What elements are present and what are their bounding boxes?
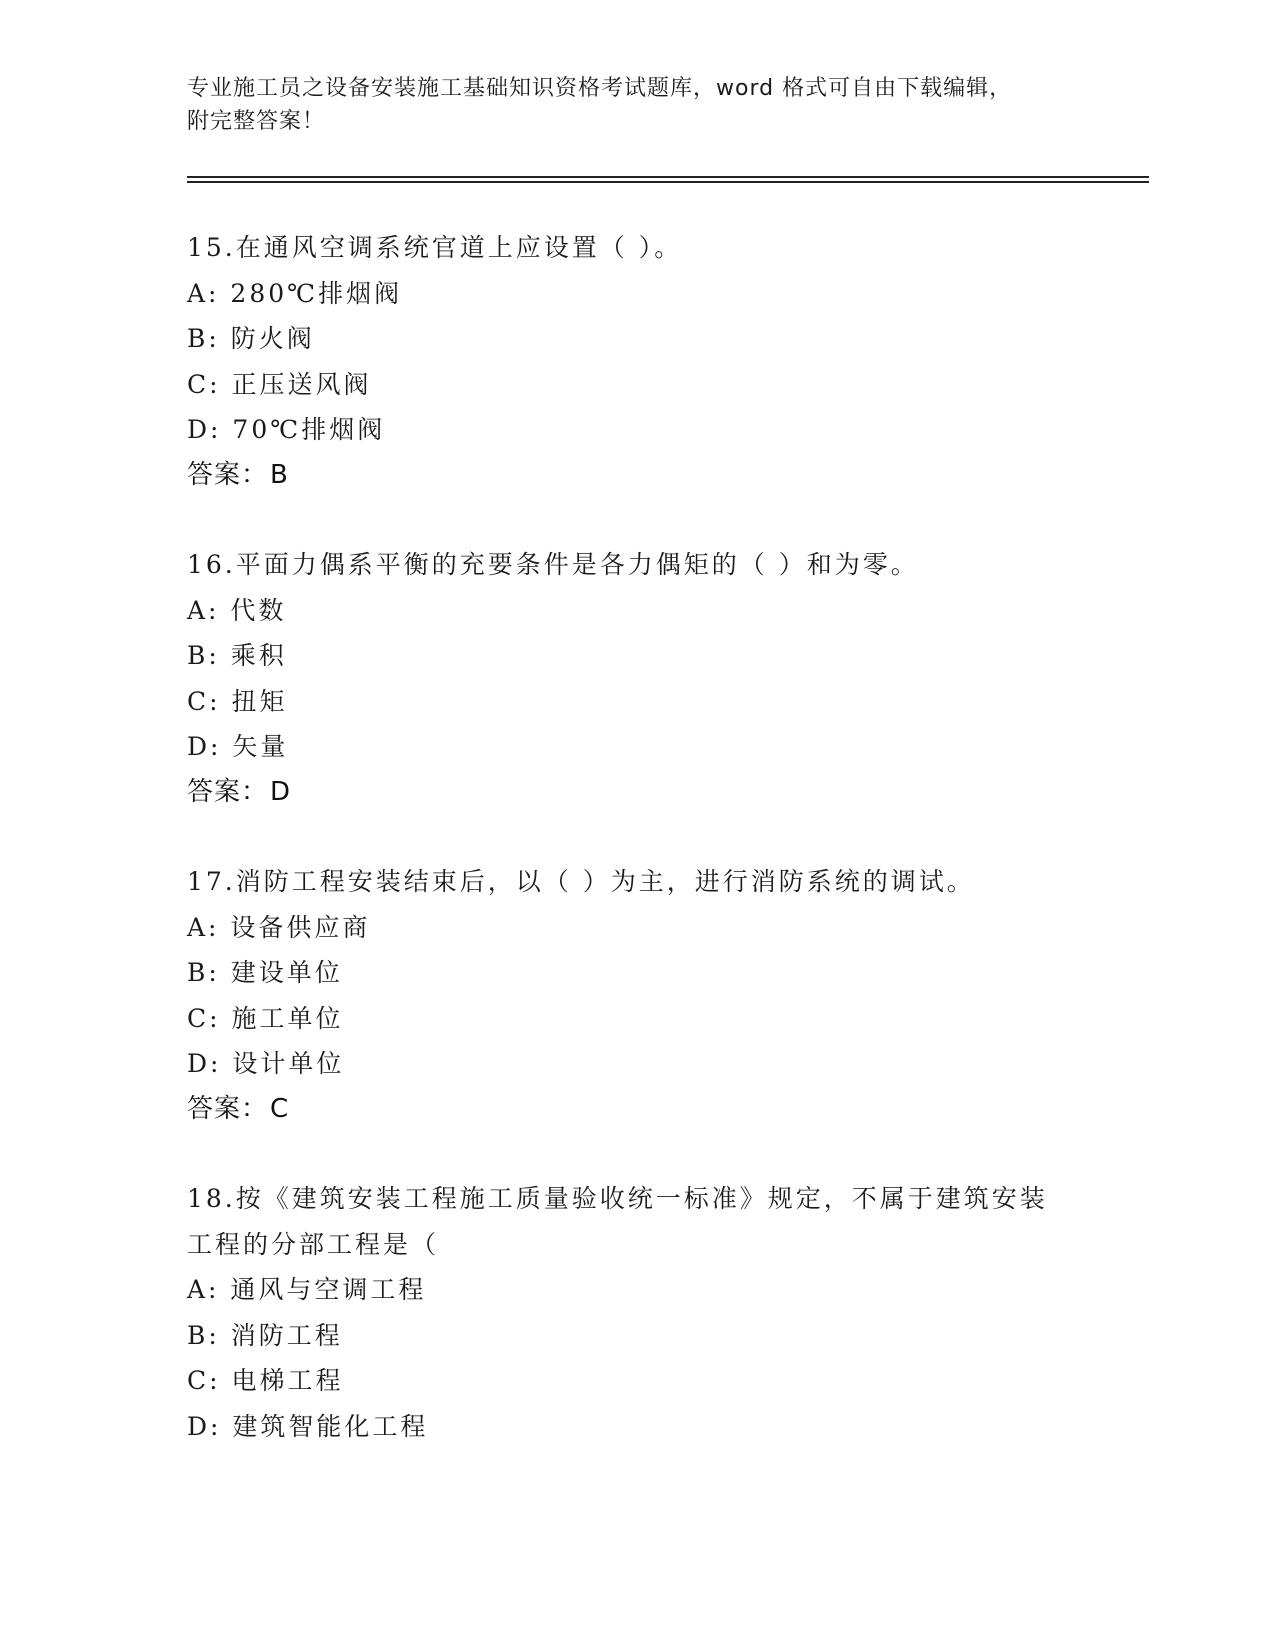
option-d: D: 设计单位	[187, 1049, 345, 1078]
option-b: B: 消防工程	[187, 1320, 343, 1350]
question-16	[187, 542, 1087, 815]
question-15	[187, 225, 1087, 498]
question-17	[187, 859, 1087, 1132]
answer-label: 答案：	[187, 776, 269, 807]
option-b: B: 防火阀	[187, 324, 315, 353]
header-line-2: 附完整答案！	[187, 109, 326, 134]
answer-label: 答案：	[187, 459, 269, 490]
header-divider-top	[187, 176, 1149, 178]
option-d: D: 建筑智能化工程	[187, 1411, 429, 1441]
answer-line	[187, 1087, 1087, 1133]
option-c: C: 正压送风阀	[187, 369, 372, 399]
answer-value: B	[270, 459, 289, 490]
option-d: D: 70℃排烟阀	[187, 415, 386, 444]
option-c: C: 扭矩	[187, 686, 288, 716]
question-text-continued: 工程的分部工程是（	[187, 1229, 440, 1259]
question-text: 18.按《建筑安装工程施工质量验收统一标准》规定，不属于建筑安装	[187, 1184, 1048, 1213]
header-divider-bottom	[187, 181, 1149, 183]
question-18	[187, 1176, 1087, 1449]
option-a: A: 设备供应商	[187, 912, 371, 942]
answer-value: C	[270, 1093, 290, 1124]
option-d: D: 矢量	[187, 732, 289, 761]
option-c: C: 施工单位	[187, 1003, 344, 1033]
option-b: B: 乘积	[187, 641, 287, 670]
answer-line	[187, 453, 1087, 499]
option-b: B: 建设单位	[187, 958, 343, 987]
question-text: 15.在通风空调系统官道上应设置（ ）。	[187, 233, 683, 262]
question-text: 17.消防工程安装结束后，以（ ）为主，进行消防系统的调试。	[187, 867, 975, 896]
document-header	[187, 72, 1087, 138]
question-text: 16.平面力偶系平衡的充要条件是各力偶矩的（ ）和为零。	[187, 550, 919, 579]
option-a: A: 280℃排烟阀	[187, 278, 403, 308]
answer-value: D	[270, 776, 292, 807]
header-line-1: 专业施工员之设备安装施工基础知识资格考试题库，word 格式可自由下载编辑，	[187, 76, 1013, 101]
answer-line	[187, 770, 1087, 816]
option-c: C: 电梯工程	[187, 1366, 344, 1395]
option-a: A: 通风与空调工程	[187, 1275, 427, 1304]
answer-label: 答案：	[187, 1093, 269, 1124]
option-a: A: 代数	[187, 595, 287, 625]
